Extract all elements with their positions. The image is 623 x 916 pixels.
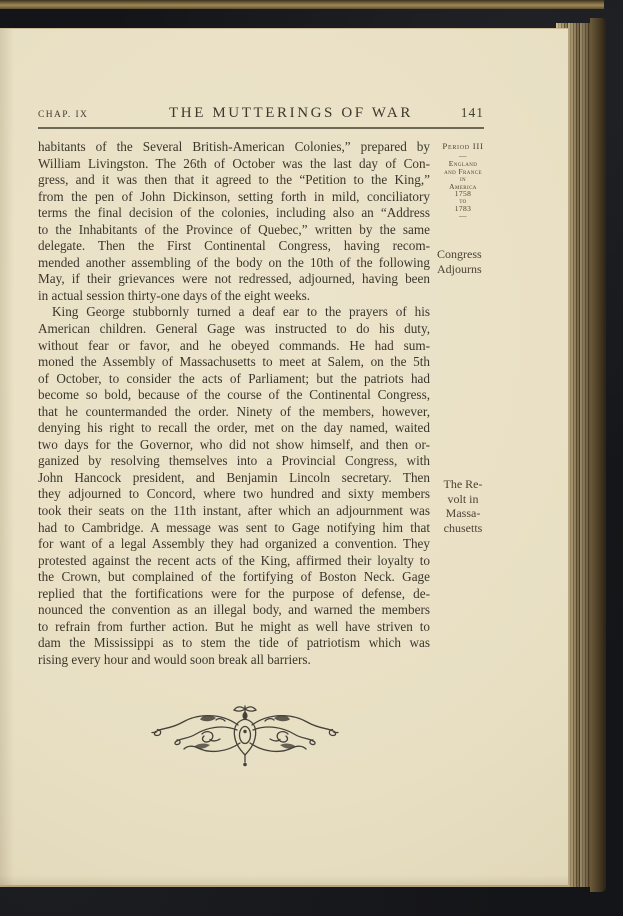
- margin-note-period: [430, 143, 496, 220]
- margin-note-line: 1758: [454, 189, 472, 199]
- margin-note-line: Massa-: [445, 506, 481, 520]
- margin-note-line: —: [459, 211, 467, 221]
- body-line: habitants of the Several British-American Colonies,” prepared by: [38, 139, 430, 154]
- margin-note-line: to: [459, 196, 467, 206]
- body-line: ganized by resolving themselves into a Provincial Congress, with: [38, 453, 430, 469]
- body-line: protested against the recent acts of the King, affirmed their loyalty to: [38, 552, 430, 568]
- margin-note-congress-adjourns: [437, 247, 509, 276]
- body-line: from the pen of John Dickinson, setting forth in mild, conciliatory: [38, 188, 430, 204]
- margin-note-line: England: [448, 159, 478, 169]
- margin-note-line: —: [459, 151, 467, 161]
- body-line: John Hancock president, and Benjamin Lincoln secretary. Then: [38, 469, 430, 485]
- body-line: King George stubbornly turned a deaf ear to the prayers of his: [52, 304, 430, 320]
- book-top-gilt-edge: [0, 0, 604, 9]
- body-line: gress, and it was then that it agreed to the “Petition to the King,”: [38, 172, 430, 188]
- chapter-label: CHAP. IX: [38, 110, 89, 120]
- body-line: become so bold, because of the course of the Continental Congress,: [38, 387, 430, 403]
- body-line: to refrain from further action. But he might as well have striven to: [38, 618, 430, 634]
- body-line: replied that the fortifications were for the purpose of defense, de-: [38, 585, 430, 601]
- body-line: May, if their grievances were not redressed, adjourned, having been: [38, 271, 430, 287]
- margin-note-line: The Re-: [443, 477, 483, 491]
- tailpiece-ornament-icon: [150, 701, 340, 771]
- body-line: rising every hour and would soon break all barriers.: [38, 651, 311, 667]
- margin-note-line: chusetts: [443, 520, 483, 535]
- margin-note-line: Adjourns: [437, 261, 482, 276]
- header-rule: [38, 127, 484, 129]
- margin-note-revolt-massachusetts: [426, 477, 500, 535]
- body-line: of October, to consider the acts of Parliament; but the patriots had: [38, 370, 430, 386]
- body-line: dam the Mississippi as to stem the tide of patriotism which was: [38, 635, 430, 651]
- body-line: they adjourned to Concord, where two hundred and sixty members: [38, 486, 430, 502]
- body-line: the Crown, but complained of the fortifying of Boston Neck. Gage: [38, 569, 430, 585]
- body-line: that he countermanded the order. Ninety of the members, however,: [38, 403, 430, 419]
- body-line: denying his right to recall the order, met on the day named, waited: [38, 420, 430, 436]
- body-line: nounced the convention as an illegal body, and warned the members: [38, 602, 430, 618]
- body-line: to the Inhabitants of the Province of Quebec,” written by the same: [38, 221, 430, 237]
- body-line: without fear or favor, and he obeyed commands. He had sum-: [38, 337, 430, 353]
- margin-note-line: America: [449, 181, 477, 191]
- body-line: in actual session thirty-one days of the eight weeks.: [38, 287, 311, 303]
- body-line: delegate. Then the First Continental Congress, having recom-: [38, 238, 430, 254]
- margin-note-line: Congress: [437, 247, 482, 261]
- margin-note-line: and France: [444, 166, 482, 176]
- body-line: mended another assembling of the body on the 10th of the following: [38, 254, 430, 270]
- page-number: 141: [460, 105, 484, 120]
- margin-note-line: 1783: [454, 203, 472, 213]
- margin-note-line: volt in: [447, 491, 479, 506]
- book-page: [0, 28, 568, 887]
- running-header: [38, 105, 484, 122]
- body-line: moned the Assembly of Massachusetts to meet at Salem, on the 5th: [38, 354, 430, 370]
- book-cover-rim: [590, 18, 606, 892]
- body-line: American children. General Gage was instructed to do his duty,: [38, 321, 430, 337]
- margin-note-line: in: [459, 174, 467, 184]
- body-line: William Livingston. The 26th of October was the last day of Con-: [38, 155, 430, 171]
- body-line: two days for the Governor, who did not show himself, and then or-: [38, 436, 430, 452]
- page-title: THE MUTTERINGS OF WAR: [169, 105, 413, 121]
- body-line: for want of a legal Assembly they had organized a convention. They: [38, 536, 430, 552]
- margin-note-line: Period III: [442, 141, 484, 151]
- body-text: [38, 139, 430, 669]
- body-line: took their seats on the 11th instant, after which an adjournment was: [38, 503, 430, 519]
- body-line: terms the final decision of the colonies, including also an “Address: [38, 205, 430, 221]
- body-line: had to Cambridge. A message was sent to Gage notifying him that: [38, 519, 430, 535]
